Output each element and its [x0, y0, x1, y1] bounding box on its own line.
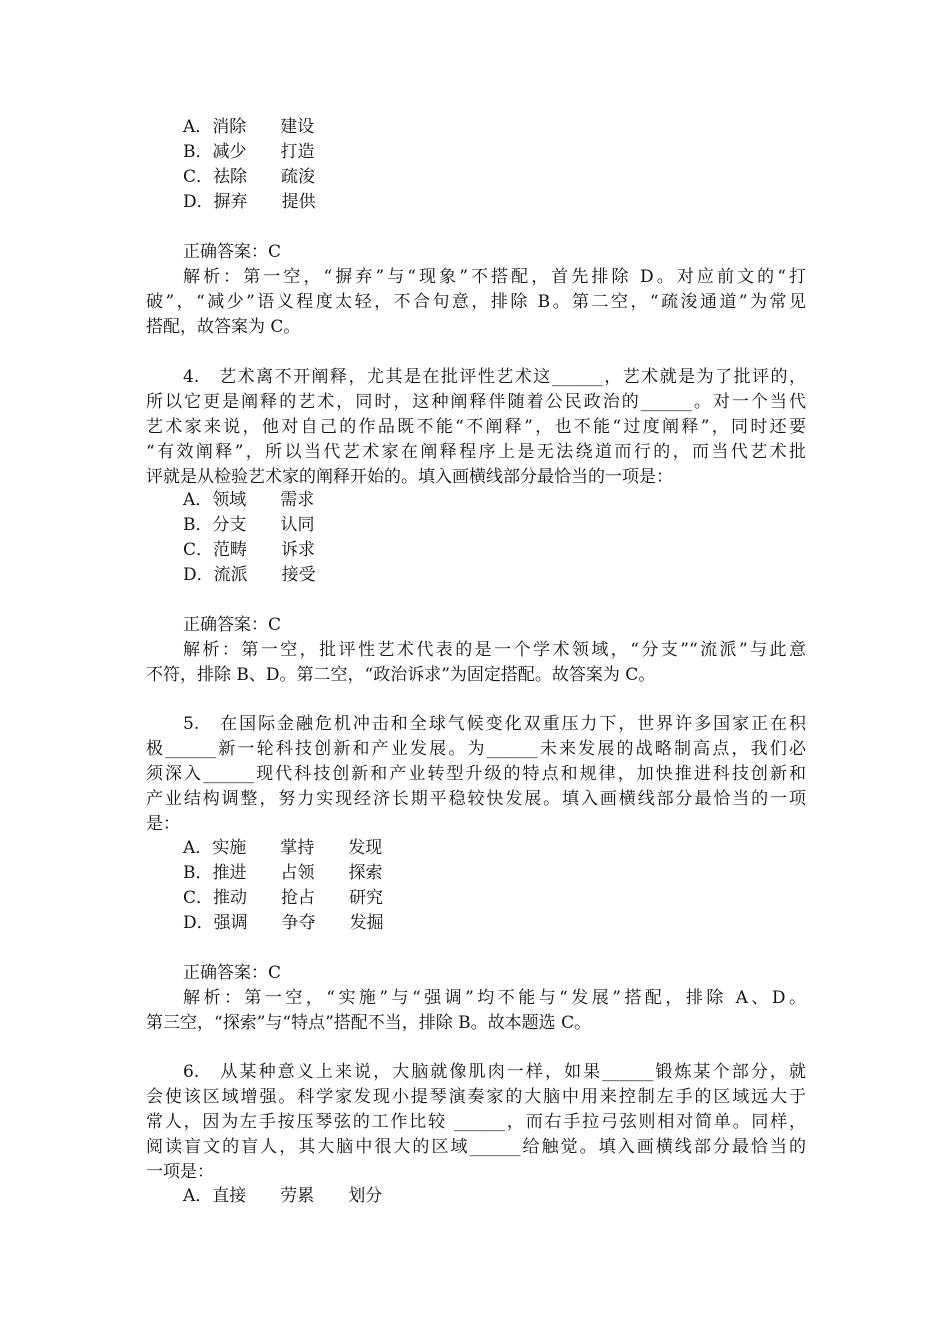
- q5-option-a: A．实施 掌持 发现: [183, 838, 383, 858]
- q3-answer: 正确答案：C: [183, 242, 282, 262]
- q6-stem-line: 会使该区域增强。科学家发现小提琴演奏家的大脑中用来控制左手的区域远大于: [146, 1087, 806, 1107]
- q5-stem-line: 须深入______现代科技创新和产业转型升级的特点和规律，加快推进科技创新和: [146, 764, 806, 784]
- q5-option-d: D．强调 争夺 发掘: [183, 913, 384, 933]
- q5-option-b: B．推进 占领 探索: [183, 863, 383, 883]
- q4-option-c: C．范畴 诉求: [183, 540, 316, 560]
- q5-analysis-line: 解析：第一空，“实施”与“强调”均不能与“发展”搭配，排除 A、D。: [183, 988, 806, 1008]
- q3-option-a: A．消除 建设: [183, 117, 315, 137]
- q3-option-d: D．摒弃 提供: [183, 192, 316, 212]
- q4-stem-line: 4. 艺术离不开阐释，尤其是在批评性艺术这______，艺术就是为了批评的，: [183, 367, 806, 387]
- q4-stem-line: 艺术家来说，他对自己的作品既不能“不阐释”，也不能“过度阐释”，同时还要: [146, 417, 806, 437]
- q5-option-c: C．推动 抢占 研究: [183, 888, 384, 908]
- q5-analysis-line: 第三空，“探索”与“特点”搭配不当，排除 B。故本题选 C。: [146, 1013, 592, 1033]
- q6-option-a: A．直接 劳累 划分: [183, 1186, 383, 1206]
- q6-stem-line: 常人，因为左手按压琴弦的工作比较 ______，而右手拉弓弦则相对简单。同样，: [146, 1112, 806, 1132]
- q3-analysis-line: 解析：第一空，“摒弃”与“现象”不搭配，首先排除 D。对应前文的“打: [183, 267, 806, 287]
- q5-stem-line: 5. 在国际金融危机冲击和全球气候变化双重压力下，世界许多国家正在积: [183, 714, 806, 734]
- q6-stem-line: 阅读盲文的盲人，其大脑中很大的区域______给触觉。填入画横线部分最恰当的: [146, 1137, 806, 1157]
- q5-stem-line: 极______新一轮科技创新和产业发展。为______未来发展的战略制高点，我们必: [146, 739, 806, 759]
- q4-analysis-line: 不符，排除 B、D。第二空，“政治诉求”为固定搭配。故答案为 C。: [146, 665, 656, 685]
- q4-stem-line: 评就是从检验艺术家的阐释开始的。填入画横线部分最恰当的一项是：: [146, 467, 673, 487]
- q4-analysis-line: 解析：第一空，批评性艺术代表的是一个学术领域，“分支”“流派”与此意: [183, 640, 806, 660]
- q4-stem-line: 所以它更是阐释的艺术，同时，这种阐释伴随着公民政治的______。对一个当代: [146, 392, 806, 412]
- q3-analysis-line: 搭配，故答案为 C。: [146, 317, 301, 337]
- q4-option-b: B．分支 认同: [183, 515, 315, 535]
- q4-answer: 正确答案：C: [183, 615, 282, 635]
- q5-stem-line: 是：: [146, 814, 180, 834]
- q6-stem-line: 6. 从某种意义上来说，大脑就像肌肉一样，如果______锻炼某个部分，就: [183, 1062, 806, 1082]
- q3-option-b: B．减少 打造: [183, 142, 315, 162]
- q5-stem-line: 产业结构调整，努力实现经济长期平稳较快发展。填入画横线部分最恰当的一项: [146, 789, 806, 809]
- q3-option-c: C．祛除 疏浚: [183, 167, 316, 187]
- q3-analysis-line: 破”，“减少”语义程度太轻，不合句意，排除 B。第二空，“疏浚通道”为常见: [146, 292, 806, 312]
- q5-answer: 正确答案：C: [183, 963, 282, 983]
- q4-stem-line: “有效阐释”，所以当代艺术家在阐释程序上是无法绕道而行的，而当代艺术批: [146, 442, 806, 462]
- q4-option-d: D．流派 接受: [183, 565, 316, 585]
- q6-stem-line: 一项是：: [146, 1162, 214, 1182]
- q4-option-a: A．领域 需求: [183, 490, 315, 510]
